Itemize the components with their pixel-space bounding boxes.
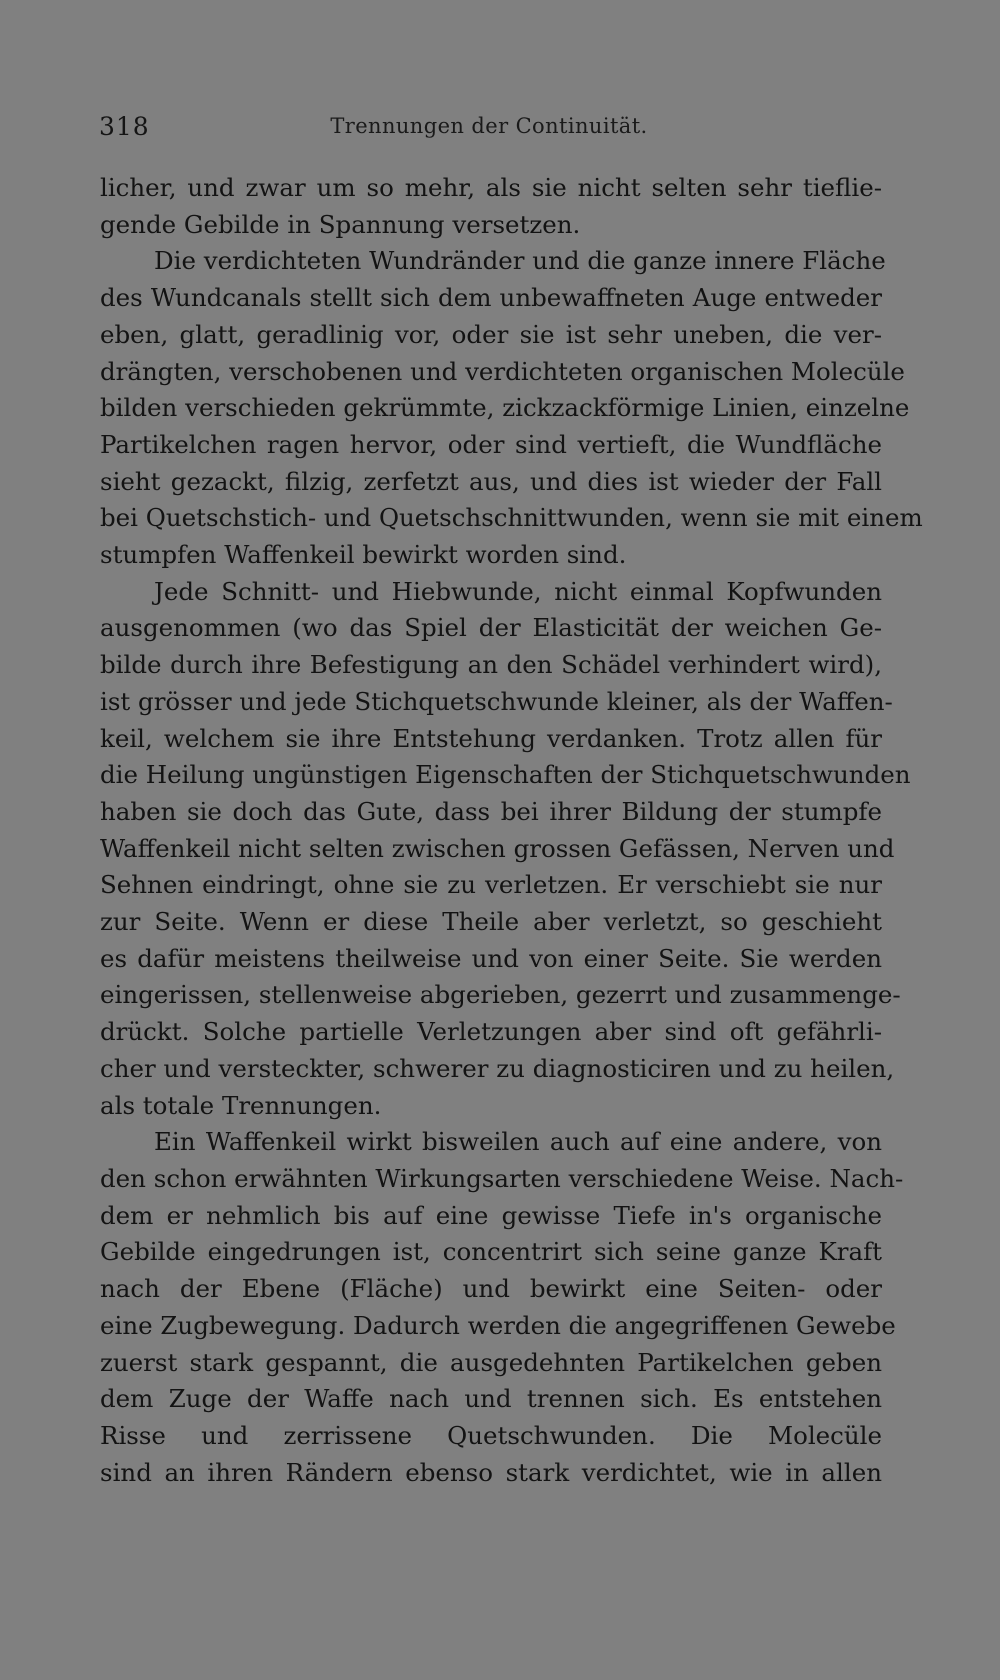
text-line: haben sie doch das Gute, dass bei ihrer Bildung der stumpfe bbox=[100, 796, 882, 826]
running-title: Trennungen der Continuität. bbox=[330, 114, 648, 138]
text-line: bilde durch ihre Befestigung an den Schädel verhindert wird), bbox=[100, 650, 882, 680]
text-line: Waffenkeil nicht selten zwischen grossen Gefässen, Nerven und bbox=[100, 833, 895, 863]
text-line: ist grösser und jede Stichquetschwunde kleiner, als der Waffen- bbox=[100, 686, 893, 716]
paragraph bbox=[100, 1124, 904, 1491]
text-line: Partikelchen ragen hervor, oder sind vertieft, die Wundfläche bbox=[100, 429, 882, 459]
text-line: cher und versteckter, schwerer zu diagnosticiren und zu heilen, bbox=[100, 1053, 895, 1083]
text-line: licher, und zwar um so mehr, als sie nicht selten sehr tieflie- bbox=[100, 173, 882, 202]
text-line: dem Zuge der Waffe nach und trennen sich. Es entstehen bbox=[100, 1384, 882, 1414]
text-line: stumpfen Waffenkeil bewirkt worden sind. bbox=[100, 540, 627, 570]
text-line: sieht gezackt, filzig, zerfetzt aus, und dies ist wieder der Fall bbox=[100, 466, 882, 496]
text-line: gende Gebilde in Spannung versetzen. bbox=[100, 209, 581, 239]
text-line: Risse und zerrissene Quetschwunden. Die Molecüle bbox=[100, 1420, 882, 1450]
paragraph bbox=[100, 243, 923, 573]
text-line: den schon erwähnten Wirkungsarten verschiedene Weise. Nach- bbox=[100, 1163, 904, 1193]
text-line: des Wundcanals stellt sich dem unbewaffneten Auge entweder bbox=[100, 283, 882, 313]
text-line: ausgenommen (wo das Spiel der Elasticität der weichen Ge- bbox=[100, 613, 882, 643]
text-line: drückt. Solche partielle Verletzungen aber sind oft gefährli- bbox=[100, 1017, 882, 1047]
page-header bbox=[99, 112, 879, 148]
text-line: Die verdichteten Wundränder und die ganze innere Fläche bbox=[154, 246, 886, 276]
text-line: sind an ihren Rändern ebenso stark verdichtet, wie in allen bbox=[100, 1457, 882, 1487]
paragraph bbox=[100, 170, 882, 243]
text-line: zur Seite. Wenn er diese Theile aber verletzt, so geschieht bbox=[100, 907, 882, 937]
page-number: 318 bbox=[99, 112, 150, 141]
text-line: Gebilde eingedrungen ist, concentrirt sich seine ganze Kraft bbox=[100, 1237, 882, 1267]
text-line: als totale Trennungen. bbox=[100, 1090, 382, 1120]
text-line: bei Quetschstich- und Quetschschnittwunden, wenn sie mit einem bbox=[100, 503, 923, 533]
text-line: eingerissen, stellenweise abgerieben, gezerrt und zusammenge- bbox=[100, 980, 901, 1010]
text-line: drängten, verschobenen und verdichteten organischen Molecüle bbox=[100, 356, 905, 386]
text-line: keil, welchem sie ihre Entstehung verdanken. Trotz allen für bbox=[100, 723, 882, 753]
text-line: Ein Waffenkeil wirkt bisweilen auch auf eine andere, von bbox=[154, 1127, 882, 1157]
body-text bbox=[100, 170, 923, 1491]
text-line: es dafür meistens theilweise und von einer Seite. Sie werden bbox=[100, 943, 882, 973]
text-line: Jede Schnitt- und Hiebwunde, nicht einmal Kopfwunden bbox=[154, 576, 882, 606]
text-line: dem er nehmlich bis auf eine gewisse Tiefe in's organische bbox=[100, 1200, 882, 1230]
text-line: Sehnen eindringt, ohne sie zu verletzen. Er verschiebt sie nur bbox=[100, 870, 882, 900]
text-line: zuerst stark gespannt, die ausgedehnten Partikelchen geben bbox=[100, 1347, 882, 1377]
text-line: eben, glatt, geradlinig vor, oder sie ist sehr uneben, die ver- bbox=[100, 319, 882, 349]
text-line: nach der Ebene (Fläche) und bewirkt eine Seiten- oder bbox=[100, 1274, 882, 1304]
text-line: bilden verschieden gekrümmte, zickzackförmige Linien, einzelne bbox=[100, 393, 910, 423]
paragraph bbox=[100, 574, 911, 1125]
text-line: eine Zugbewegung. Dadurch werden die angegriffenen Gewebe bbox=[100, 1310, 896, 1340]
text-line: die Heilung ungünstigen Eigenschaften der Stichquetschwunden bbox=[100, 760, 911, 790]
